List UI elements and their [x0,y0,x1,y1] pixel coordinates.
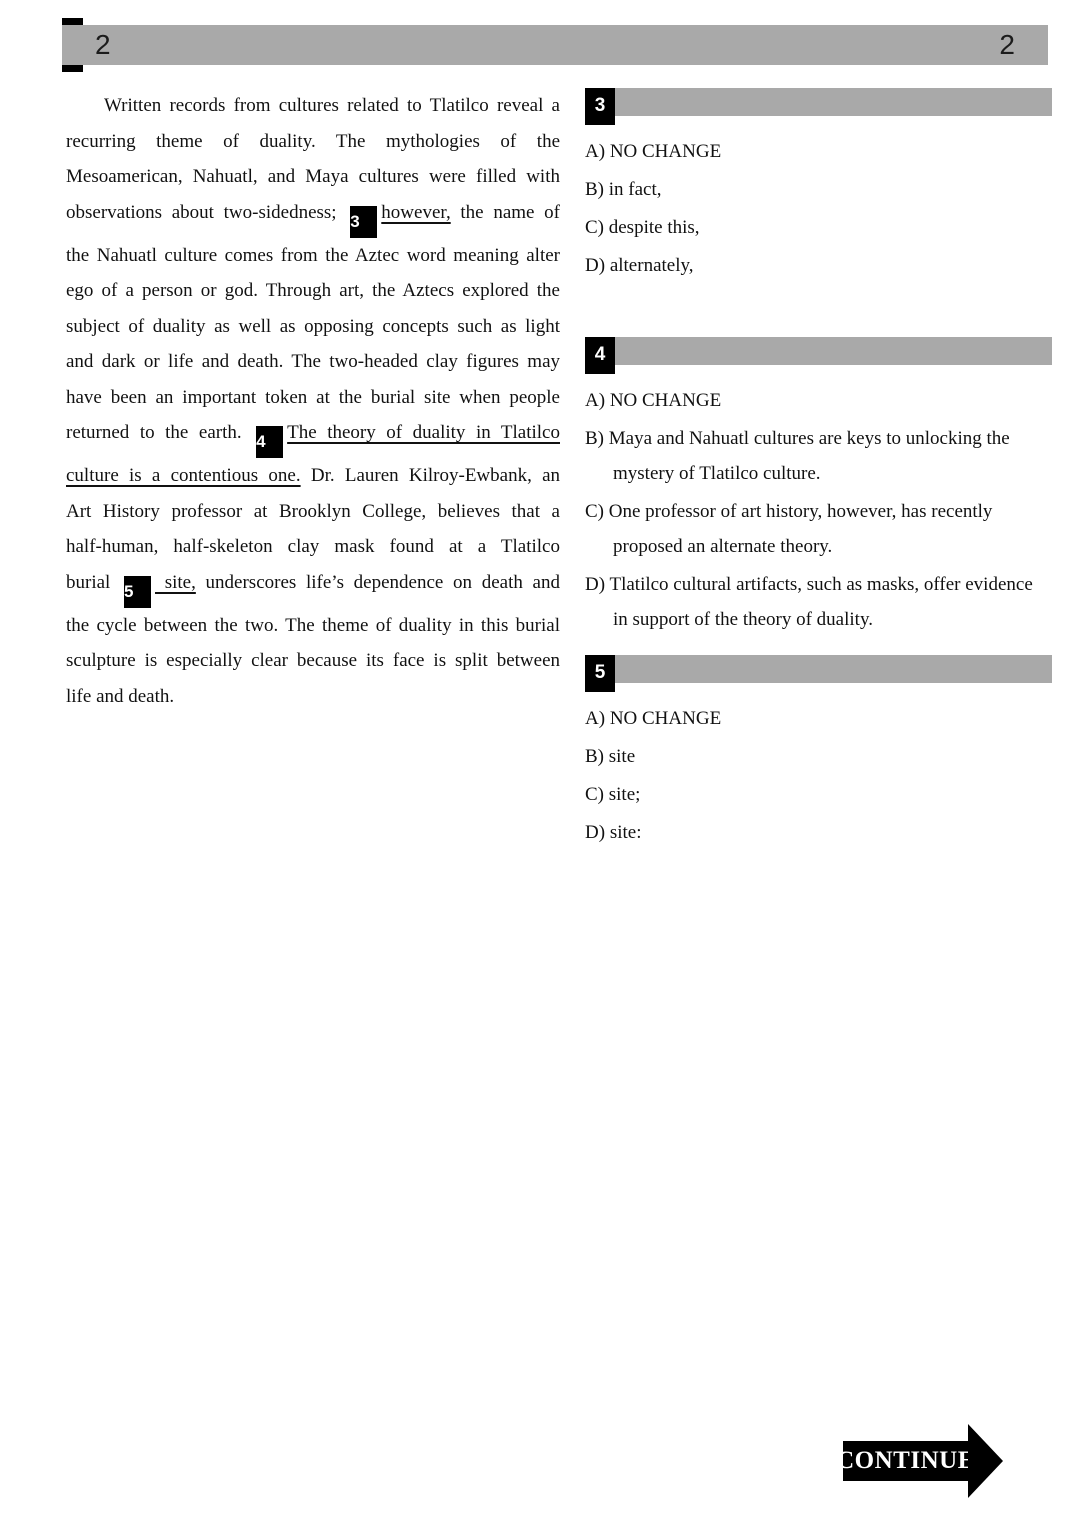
answer-option-3-B[interactable] [585,172,1052,207]
option-text: Maya and Nahuatl cultures are keys to unlocking the mystery of Tlatilco culture. [604,428,1010,484]
option-text: NO CHANGE [605,708,722,729]
answer-option-5-D[interactable] [585,815,1052,850]
passage-line [66,565,560,608]
answer-option-5-A[interactable] [585,701,1052,736]
option-text: site; [604,784,641,805]
answer-option-3-D[interactable] [585,248,1052,283]
arrow-right-icon [968,1424,1003,1498]
option-letter: D) [585,255,606,276]
passage-text: and dark or life and death. The two-headed clay figures may [66,351,560,372]
option-letter: C) [585,501,604,522]
option-letter: D) [585,822,606,843]
question-4 [585,337,1052,637]
passage-line [66,124,560,160]
passage-text: observations about two-sidedness; [66,201,347,223]
option-text: site [604,746,636,767]
question-header-bar [585,337,1052,365]
question-header-bar [585,655,1052,683]
passage-text: half-human, half-skeleton clay mask found at a Tlatilco [66,536,560,557]
passage-line [66,273,560,309]
continue-label: CONTINUE [836,1447,975,1474]
passage-text: have been an important token at the burial site when people [66,386,560,408]
passage-line [66,608,560,644]
passage-line [66,458,560,494]
passage-text: sculpture is especially clear because its face is split between [66,650,560,671]
option-text: site: [605,822,642,843]
passage [66,88,560,714]
passage-line [66,238,560,274]
passage-line [66,529,560,565]
question-number: 4 [585,337,615,374]
option-text: One professor of art history, however, has recently proposed an alternate theory. [604,501,993,557]
passage-marker-3: 3 [350,206,377,238]
header-bar [62,25,1048,65]
option-text: despite this, [604,217,700,238]
option-letter: B) [585,179,604,200]
passage-line [66,88,560,124]
answer-option-4-C[interactable] [585,494,1052,564]
option-letter: D) [585,574,606,595]
passage-text: Written records from cultures related to Tlatilco reveal a [104,95,560,116]
option-text: alternately, [605,255,694,276]
underlined-segment: culture is a contentious one. [66,465,301,486]
section-number-left: 2 [95,29,111,60]
question-header [585,337,1052,374]
option-letter: C) [585,217,604,238]
questions [585,88,1052,853]
passage-line [66,344,560,380]
underlined-segment: however, [381,201,451,223]
answer-option-4-B[interactable] [585,421,1052,491]
answer-option-3-A[interactable] [585,134,1052,169]
passage-text: recurring theme of duality. The mythologies of the [66,130,560,152]
passage-text: Dr. Lauren Kilroy-Ewbank, an [300,465,560,486]
question-header [585,88,1052,125]
option-letter: A) [585,141,606,162]
passage-line [66,159,560,195]
passage-line [66,494,560,530]
section-header [62,18,1048,72]
passage-line [66,643,560,679]
option-text: Tlatilco cultural artifacts, such as masks, offer evidence in support of the theory of duality. [605,574,1033,630]
passage-marker-5: 5 [124,576,151,608]
option-letter: B) [585,428,604,449]
passage-text: life and death. [66,685,175,707]
answer-option-5-B[interactable] [585,739,1052,774]
question-3 [585,88,1052,283]
option-letter: A) [585,708,606,729]
underlined-segment: site, [155,571,196,593]
question-header-bar [585,88,1052,116]
passage-text: the cycle between the two. The theme of duality in this burial [66,614,560,636]
passage-text: ego of a person or god. Through art, the Aztecs explored the [66,280,560,301]
passage-text: returned to the earth. [66,422,253,443]
continue-button[interactable] [836,1424,1003,1498]
passage-text: underscores life’s dependence on death and [195,571,560,593]
option-text: NO CHANGE [605,390,722,411]
option-letter: B) [585,746,604,767]
answer-option-4-A[interactable] [585,383,1052,418]
question-5 [585,655,1052,850]
answer-option-5-C[interactable] [585,777,1052,812]
passage-text: burial [66,571,121,593]
passage-marker-4: 4 [256,426,283,458]
underlined-segment: The theory of duality in Tlatilco [287,422,560,443]
passage-line [66,380,560,416]
section-number-right: 2 [999,29,1015,60]
passage-text: the Nahuatl culture comes from the Aztec word meaning alter [66,244,560,266]
passage-line [66,415,560,458]
question-number: 3 [585,88,615,125]
passage-line [66,679,560,715]
passage-line [66,309,560,345]
question-header [585,655,1052,692]
question-number: 5 [585,655,615,692]
option-letter: A) [585,390,606,411]
option-text: in fact, [604,179,662,200]
passage-text: Art History professor at Brooklyn College, believes that a [66,500,560,522]
passage-text: Mesoamerican, Nahuatl, and Maya cultures were filled with [66,166,560,187]
answer-option-3-C[interactable] [585,210,1052,245]
answer-option-4-D[interactable] [585,567,1052,637]
passage-text: the name of [450,201,560,223]
passage-line [66,195,560,238]
option-letter: C) [585,784,604,805]
passage-text: subject of duality as well as opposing concepts such as light [66,315,560,337]
continue-button-body [836,1441,975,1481]
option-text: NO CHANGE [605,141,722,162]
